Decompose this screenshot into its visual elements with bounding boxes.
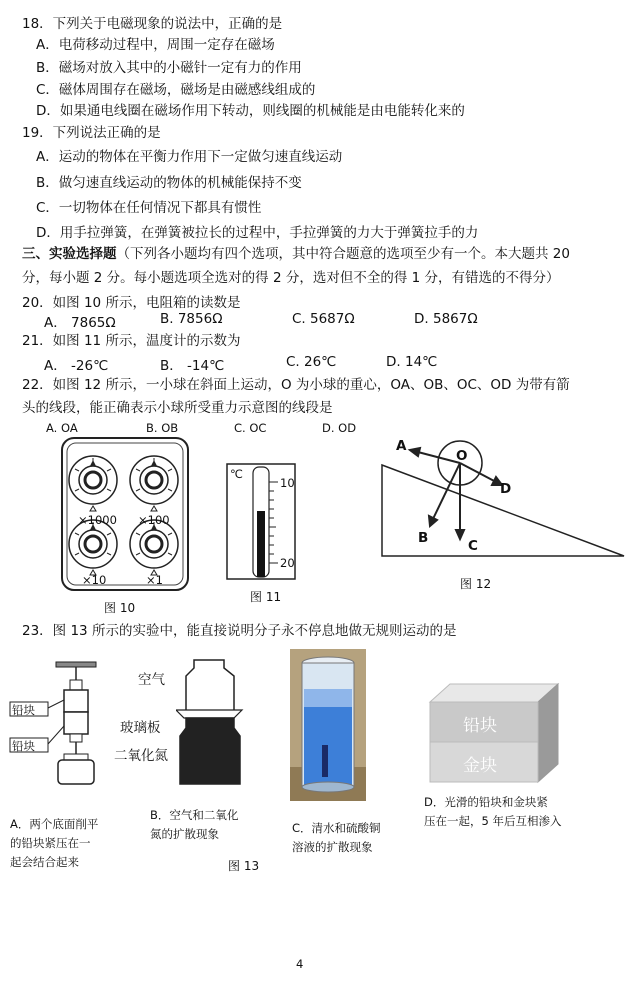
- q22-stem-line2: 头的线段，能正确表示小球所受重力示意图的线段是: [22, 400, 333, 416]
- q18-option-a: A．电荷移动过程中，周围一定存在磁场: [36, 37, 275, 53]
- section3-title: 三、实验选择题: [22, 246, 117, 262]
- lead-label-1: 铅块: [12, 703, 35, 717]
- q23-stem: 23．图 13 所示的实验中，能直接说明分子永不停息地做无规则运动的是: [22, 623, 457, 639]
- q21-option-b: B． -14℃: [160, 358, 225, 374]
- figure-13-caption: 图 13: [228, 859, 260, 873]
- dial-thousands: [69, 456, 117, 504]
- q21-option-c: C. 26℃: [286, 354, 337, 370]
- no2-jar: [180, 718, 240, 784]
- multiplier-100: ×100: [138, 513, 170, 527]
- fig13-b-line1: B．空气和二氧化: [150, 808, 239, 822]
- thermometer-tick-10: 10: [280, 476, 295, 490]
- fig13-option-b: [150, 806, 238, 844]
- section3-instructions-2: 分，每小题 2 分。每小题选项全选对的得 2 分，选对但不全的得 1 分，有错选的不得分）: [22, 270, 560, 286]
- figure-11-caption: 图 11: [250, 590, 282, 604]
- fig13-c-line1: C．清水和硫酸铜: [292, 821, 381, 835]
- q21-stem: 21．如图 11 所示，温度计的示数为: [22, 333, 241, 349]
- q20-stem: 20．如图 10 所示，电阻箱的读数是: [22, 295, 241, 311]
- q18-option-c: C．磁体周围存在磁场，磁场是由磁感线组成的: [36, 82, 316, 98]
- q19-stem: 19．下列说法正确的是: [22, 125, 161, 141]
- q20-option-d: D. 5867Ω: [414, 311, 478, 327]
- no2-label: 二氧化氮: [114, 748, 168, 764]
- q22-stem-line1: 22．如图 12 所示，一小球在斜面上运动，O 为小球的重心，OA、OB、OC、OD 为带有箭: [22, 377, 570, 393]
- q22-option-c: C. OC: [234, 421, 267, 435]
- label-a: A: [396, 438, 407, 454]
- lead-block-label: 铅块: [463, 716, 497, 736]
- q20-option-a: A． 7865Ω: [44, 315, 116, 331]
- section3-instructions-1: （下列各小题均有四个选项，其中符合题意的选项至少有一个。本大题共 20: [116, 246, 570, 262]
- label-d: D: [500, 481, 512, 497]
- lead-label-2: 铅块: [12, 739, 35, 753]
- label-c: C: [468, 538, 478, 554]
- weight: [58, 760, 94, 784]
- q18-option-b: B．磁场对放入其中的小磁针一定有力的作用: [36, 60, 302, 76]
- air-jar: [186, 660, 234, 712]
- q19-option-d: D．用手拉弹簧，在弹簧被拉长的过程中，手拉弹簧的力大于弹簧拉手的力: [36, 225, 479, 241]
- q20-option-b: B. 7856Ω: [160, 311, 223, 327]
- page-number: 4: [296, 957, 304, 971]
- fig13-d-line2: 压在一起，5 年后互相渗入: [424, 814, 562, 828]
- air-label: 空气: [138, 672, 165, 688]
- q21-option-d: D. 14℃: [386, 354, 438, 370]
- label-o: O: [456, 448, 468, 464]
- q19-option-a: A．运动的物体在平衡力作用下一定做匀速直线运动: [36, 149, 343, 165]
- multiplier-10: ×10: [82, 573, 107, 587]
- figure-12-caption: 图 12: [460, 577, 492, 591]
- fig13-option-a: [10, 815, 98, 872]
- q21-option-a: A． -26℃: [44, 358, 109, 374]
- dial-hundreds: [130, 456, 178, 504]
- dial-tens: [69, 520, 117, 568]
- lower-lead-block: [64, 712, 88, 734]
- q22-option-b: B. OB: [146, 421, 179, 435]
- q18-stem: 18．下列关于电磁现象的说法中，正确的是: [22, 16, 283, 32]
- fig13-option-c: [292, 819, 381, 857]
- section3-heading: [22, 242, 570, 262]
- fig13-a-line2: 的铅块紧压在一: [10, 836, 91, 850]
- fig13-d-line1: D．光滑的铅块和金块紧: [424, 795, 548, 809]
- thermometer-unit: ℃: [230, 467, 243, 481]
- glass-plate-label: 玻璃板: [120, 720, 161, 736]
- fig13-b-line2: 氮的扩散现象: [150, 827, 219, 841]
- label-b: B: [418, 530, 429, 546]
- lead-blocks-figure: [8, 660, 108, 800]
- q20-option-c: C. 5687Ω: [292, 311, 355, 327]
- q22-option-d: D. OD: [322, 421, 357, 435]
- gas-jars-figure: [176, 656, 246, 788]
- q18-option-d: D．如果通电线圈在磁场作用下转动，则线圈的机械能是由电能转化来的: [36, 103, 465, 119]
- fig13-option-d: [424, 793, 561, 831]
- upper-lead-block: [64, 690, 88, 712]
- gold-block-label: 金块: [463, 756, 497, 776]
- fig13-a-line3: 起会结合起来: [10, 855, 79, 869]
- figure-10-caption: 图 10: [104, 601, 136, 615]
- cylinder-photo: [290, 649, 366, 801]
- q19-option-b: B．做匀速直线运动的物体的机械能保持不变: [36, 175, 302, 191]
- q22-option-a: A. OA: [46, 421, 78, 435]
- mercury-column: [257, 511, 265, 577]
- glass-plate: [176, 710, 242, 718]
- fig13-c-line2: 溶液的扩散现象: [292, 840, 373, 854]
- dial-ones: [130, 520, 178, 568]
- multiplier-1000: ×1000: [78, 513, 117, 527]
- fig13-a-line1: A．两个底面削平: [10, 817, 99, 831]
- multiplier-1: ×1: [146, 573, 163, 587]
- q19-option-c: C．一切物体在任何情况下都具有惯性: [36, 200, 262, 216]
- thermometer-tick-20: 20: [280, 556, 295, 570]
